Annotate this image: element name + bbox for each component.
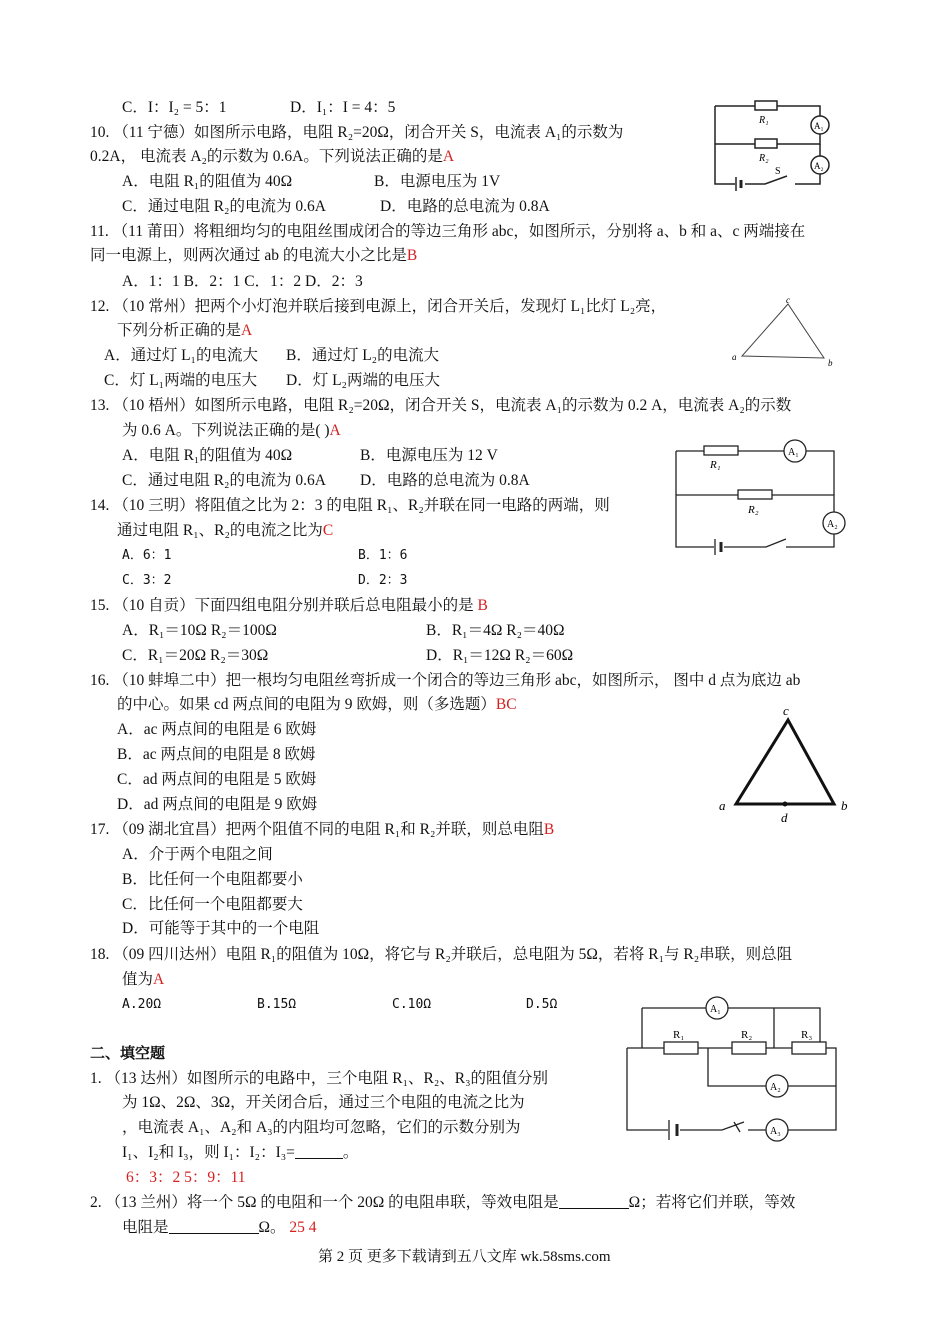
q14-option-d: D．2：3 (358, 573, 408, 588)
page-footer: 第 2 页 更多下载请到五八文库 wk.58sms.com (318, 1249, 611, 1265)
q13-fig-a1: A₁ (788, 447, 799, 458)
q15-answer: B (477, 597, 488, 614)
q15-option-c: C．R₁＝20Ω R₂＝30Ω (122, 647, 269, 664)
f1-blank[interactable] (295, 1144, 343, 1159)
q16-fig-c: c (783, 703, 789, 718)
q16-fig-d: d (781, 810, 788, 825)
q13-fig-r2: R₂ (748, 504, 759, 516)
q12-option-b: B．通过灯 L₂的电流大 (286, 347, 440, 364)
q10-fig-a1: A₁ (814, 121, 824, 131)
q15-option-d: D．R₁＝12Ω R₂＝60Ω (426, 647, 574, 664)
f1-fig-a2: A₂ (770, 1082, 781, 1093)
f1-stem-line1: 1. （13 达州）如图所示的电路中，三个电阻 R₁、R₂、R₃的阻值分别 (90, 1070, 548, 1087)
q16-stem-line2: 的中心。如果 cd 两点间的电阻为 9 欧姆，则（多选题）BC (117, 696, 517, 713)
q17-option-d: D．可能等于其中的一个电阻 (122, 920, 320, 937)
q18-option-d: D.5Ω (526, 997, 558, 1012)
f1-circuit-diagram (622, 990, 842, 1145)
q17-answer: B (543, 821, 555, 838)
q16-fig-b: b (841, 798, 848, 813)
q12-stem-line2: 下列分析正确的是A (117, 322, 253, 339)
q13-fig-r1: R₁ (710, 459, 721, 471)
q17-option-c: C．比任何一个电阻都要大 (122, 896, 303, 913)
q16-answer: BC (495, 696, 517, 713)
q16-option-d: D．ad 两点间的电阻是 9 欧姆 (117, 796, 318, 813)
q18-option-b: B.15Ω (257, 997, 297, 1012)
q13-fig-a2: A₂ (827, 519, 838, 530)
q10-fig-r1: R₁ (759, 115, 769, 126)
q12-answer: A (241, 322, 253, 339)
q14-stem-line1: 14. （10 三明）将阻值之比为 2：3 的电阻 R₁、R₂并联在同一电路的两端，则 (90, 497, 610, 514)
q11-fig-c: c (786, 296, 790, 305)
q14-option-c: C．3：2 (122, 573, 172, 588)
q13-stem-line1: 13. （10 梧州）如图所示电路，电阻 R₂=20Ω，闭合开关 S，电流表 A₁的示数为 0.2 A，电流表 A₂的示数 (90, 397, 792, 414)
q10-option-b: B．电源电压为 1V (374, 173, 501, 190)
f1-fig-r2: R₂ (741, 1029, 753, 1041)
f1-stem-line3: ，电流表 A₁、A₂和 A₃的内阻均可忽略，它们的示数分别为 (122, 1119, 521, 1136)
q18-option-c: C.10Ω (392, 997, 432, 1012)
f2-stem-line1: 2. （13 兰州）将一个 5Ω 的电阻和一个 20Ω 的电阻串联，等效电阻是 Ω；若将它们并联，等效 (90, 1194, 796, 1211)
q17-option-b: B．比任何一个电阻都要小 (122, 871, 303, 888)
f2-answer: 25 4 (289, 1219, 317, 1236)
q15-option-b: B．R₁＝4Ω R₂＝40Ω (426, 622, 565, 639)
f1-fig-a1: A₁ (710, 1004, 721, 1015)
q13-option-b: B．电源电压为 12 V (360, 447, 498, 464)
q13-option-a: A．电阻 R₁的阻值为 40Ω (122, 447, 293, 464)
q11-triangle-diagram (728, 296, 838, 374)
q10-answer: A (442, 148, 455, 165)
f1-fig-a3: A₃ (770, 1126, 781, 1137)
q18-stem-line2: 值为A (122, 971, 165, 988)
q12-stem-line1: 12. （10 常州）把两个小灯泡并联后接到电源上，闭合开关后，发现灯 L₁比灯 L₂亮， (90, 298, 667, 315)
f1-fig-r1: R₁ (673, 1029, 685, 1041)
q9-option-c: C．I：I₂ = 5：1 (122, 99, 227, 116)
f2-stem-line2: 电阻是 Ω。 25 4 (122, 1219, 317, 1236)
q16-option-c: C．ad 两点间的电阻是 5 欧姆 (117, 771, 317, 788)
q10-circuit-diagram (705, 98, 835, 193)
q12-option-c: C．灯 L₁两端的电压大 (104, 372, 258, 389)
q11-fig-b: b (828, 358, 833, 368)
q14-stem-line2: 通过电阻 R₁、R₂的电流之比为C (117, 522, 334, 539)
q12-option-a: A．通过灯 L₁的电流大 (104, 347, 258, 364)
q10-fig-r2: R₂ (759, 153, 769, 164)
f1-fig-r3: R₃ (801, 1029, 813, 1041)
q11-stem-line2: 同一电源上，则两次通过 ab 的电流大小之比是B (90, 247, 418, 264)
f1-stem-line4: I₁、I₂和 I₃，则 I₁：I₂：I₃= 。 (122, 1144, 359, 1161)
q14-answer: C (322, 522, 334, 539)
q16-option-b: B．ac 两点间的电阻是 8 欧姆 (117, 746, 316, 763)
q11-fig-a: a (732, 352, 737, 362)
q14-option-a: A．6：1 (122, 548, 172, 563)
q10-option-a: A．电阻 R₁的阻值为 40Ω (122, 173, 293, 190)
q11-stem-line1: 11. （11 莆田）将粗细均匀的电阻丝围成闭合的等边三角形 abc，如图所示，分别将 a、b 和 a、c 两端接在 (90, 223, 806, 240)
q16-fig-a: a (719, 798, 726, 813)
q13-option-c: C．通过电阻 R₂的电流为 0.6A (122, 472, 326, 489)
q18-answer: A (153, 971, 165, 988)
q17-stem: 17. （09 湖北宜昌）把两个阻值不同的电阻 R₁和 R₂并联，则总电阻B (90, 821, 555, 838)
f2-blank-series[interactable] (559, 1194, 629, 1209)
q13-option-d: D．电路的总电流为 0.8A (360, 472, 530, 489)
q12-option-d: D．灯 L₂两端的电压大 (286, 372, 440, 389)
q14-option-b: B．1：6 (358, 548, 408, 563)
q13-stem-line2: 为 0.6 A。下列说法正确的是( )A (122, 422, 341, 439)
q16-triangle-diagram (715, 700, 855, 825)
q10-fig-s: S (775, 166, 781, 177)
q13-answer: A (329, 422, 341, 439)
q10-option-c: C．通过电阻 R₂的电流为 0.6A (122, 198, 326, 215)
f1-answer: 6：3：2 5：9：11 (126, 1169, 246, 1186)
q17-option-a: A．介于两个电阻之间 (122, 846, 273, 863)
q15-stem: 15. （10 自贡）下面四组电阻分别并联后总电阻最小的是 B (90, 597, 488, 614)
q18-option-a: A.20Ω (122, 997, 162, 1012)
q10-fig-a2: A₂ (814, 161, 824, 171)
q13-circuit-diagram (668, 435, 858, 555)
q11-options: A．1：1 B．2：1 C．1：2 D．2：3 (122, 273, 363, 290)
q15-option-a: A．R₁＝10Ω R₂＝100Ω (122, 622, 277, 639)
q10-stem-line1: 10. （11 宁德）如图所示电路，电阻 R₂=20Ω，闭合开关 S，电流表 A₁的示数为 (90, 124, 624, 141)
f2-blank-parallel[interactable] (169, 1219, 259, 1234)
q10-stem-line2: 0.2A， 电流表 A₂的示数为 0.6A。下列说法正确的是A (90, 148, 455, 165)
q18-stem-line1: 18. （09 四川达州）电阻 R₁的阻值为 10Ω，将它与 R₂并联后，总电阻为 5Ω，若将 R₁与 R₂串联，则总阻 (90, 946, 793, 963)
f1-stem-line2: 为 1Ω、2Ω、3Ω，开关闭合后，通过三个电阻的电流之比为 (122, 1094, 525, 1111)
q10-option-d: D．电路的总电流为 0.8A (380, 198, 550, 215)
q9-option-d: D．I₁：I = 4：5 (290, 99, 396, 116)
section-fill-in-title: 二、填空题 (90, 1045, 166, 1062)
q16-option-a: A．ac 两点间的电阻是 6 欧姆 (117, 721, 317, 738)
q11-answer: B (406, 247, 418, 264)
q16-stem-line1: 16. （10 蚌埠二中）把一根均匀电阻丝弯折成一个闭合的等边三角形 abc，如图所示， 图中 d 点为底边 ab (90, 672, 801, 689)
